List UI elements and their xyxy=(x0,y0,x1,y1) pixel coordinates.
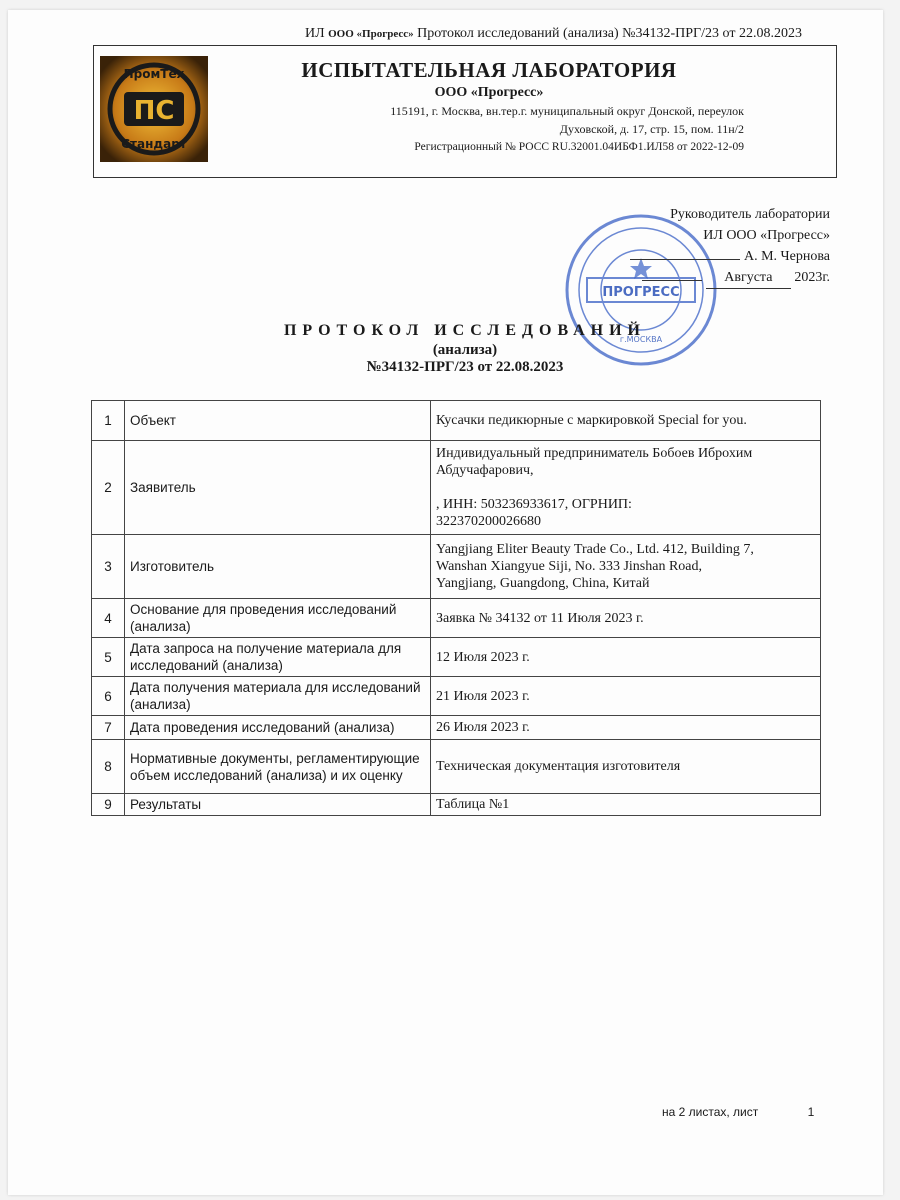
applicant-redacted xyxy=(436,479,815,496)
applicant-line2: Абдучафарович, xyxy=(436,463,534,478)
row-label: Заявитель xyxy=(125,441,431,535)
row-value xyxy=(431,441,821,535)
row-label: Дата запроса на получение материала для исследований (анализа) xyxy=(125,638,431,677)
row-label: Основание для проведения исследований (анализа) xyxy=(125,599,431,638)
header-prefix: ИЛ xyxy=(305,26,325,41)
row-number: 6 xyxy=(92,677,125,716)
manufacturer-line2: Wanshan Xiangyue Siji, No. 333 Jinshan Road, xyxy=(436,559,703,574)
protocol-title: ПРОТОКОЛ ИССЛЕДОВАНИЙ xyxy=(283,322,646,339)
row-value xyxy=(431,535,821,599)
row-number: 2 xyxy=(92,441,125,535)
approval-role: Руководитель лаборатории xyxy=(670,207,830,222)
header-date-prefix: от xyxy=(722,26,736,41)
day-blank xyxy=(642,280,702,281)
promtekh-logo-icon xyxy=(100,56,208,162)
row-value: Кусачки педикюрные с маркировкой Special for you. xyxy=(431,401,821,441)
stamp-city-text: г.МОСКВА xyxy=(619,335,663,344)
protocol-heading xyxy=(250,322,680,376)
approval-date-line xyxy=(590,267,830,289)
footer-sheets-text: на 2 листах, лист xyxy=(662,1105,759,1119)
row-value: Техническая документация изготовителя xyxy=(431,740,821,794)
row-value: 26 Июля 2023 г. xyxy=(431,716,821,740)
header-date: 22.08.2023 xyxy=(738,26,802,41)
running-header xyxy=(305,26,835,42)
row-number: 8 xyxy=(92,740,125,794)
row-label: Результаты xyxy=(125,794,431,816)
manufacturer-line3: Yangjiang, Guangdong, China, Китай xyxy=(436,576,650,591)
row-value: 12 Июля 2023 г. xyxy=(431,638,821,677)
lab-org: ООО «Прогресс» xyxy=(434,85,544,100)
header-number: №34132-ПРГ/23 xyxy=(622,26,720,41)
row-number: 9 xyxy=(92,794,125,816)
lab-header-box xyxy=(93,45,837,178)
footer-page-number: 1 xyxy=(807,1105,815,1119)
stamp-center-text: ПРОГРЕСС xyxy=(602,285,680,300)
lab-title: ИСПЫТАТЕЛЬНАЯ ЛАБОРАТОРИЯ xyxy=(301,58,677,82)
approval-year: 2023г. xyxy=(794,270,830,285)
approval-signature-line xyxy=(590,246,830,267)
protocol-info-table xyxy=(91,400,821,816)
applicant-line1: Индивидуальный предприниматель Бобоев Иброхим xyxy=(436,446,753,461)
protocol-subtitle: (анализа) xyxy=(432,342,498,358)
logo-bottom-text: Стандарт xyxy=(121,137,187,151)
approval-month: Августа xyxy=(706,267,791,289)
applicant-line3: , ИНН: 503236933617, ОГРНИП: xyxy=(436,497,632,512)
row-number: 7 xyxy=(92,716,125,740)
row-value: Таблица №1 xyxy=(431,794,821,816)
row-value: 21 Июля 2023 г. xyxy=(431,677,821,716)
header-doc-title: Протокол исследований (анализа) xyxy=(417,26,619,41)
table-row xyxy=(92,794,821,816)
table-row xyxy=(92,638,821,677)
row-label: Дата получения материала для исследований (анализа) xyxy=(125,677,431,716)
manufacturer-line1: Yangjiang Eliter Beauty Trade Co., Ltd. 412, Building 7, xyxy=(436,542,754,557)
logo-top-text: ПромТех xyxy=(123,67,185,81)
approval-block xyxy=(590,204,830,289)
table-row xyxy=(92,401,821,441)
table-row xyxy=(92,535,821,599)
approval-signatory: А. М. Чернова xyxy=(743,249,830,264)
table-row xyxy=(92,441,821,535)
page-footer xyxy=(662,1105,814,1119)
lab-address-line2: Духовской, д. 17, стр. 15, пом. 11н/2 xyxy=(559,122,744,136)
lab-address-line1: 115191, г. Москва, вн.тер.г. муниципальный округ Донской, переулок xyxy=(390,104,744,118)
lab-registration: Регистрационный № РОСС RU.32001.04ИБФ1.ИЛ58 от 2022-12-09 xyxy=(414,141,744,153)
protocol-number: №34132-ПРГ/23 от 22.08.2023 xyxy=(366,359,564,375)
row-label: Изготовитель xyxy=(125,535,431,599)
row-number: 3 xyxy=(92,535,125,599)
header-org: ООО «Прогресс» xyxy=(328,28,414,40)
row-label: Дата проведения исследований (анализа) xyxy=(125,716,431,740)
lab-details xyxy=(234,58,744,155)
approval-org: ИЛ ООО «Прогресс» xyxy=(703,228,830,243)
row-value: Заявка № 34132 от 11 Июля 2023 г. xyxy=(431,599,821,638)
table-row xyxy=(92,599,821,638)
applicant-line4: 322370200026680 xyxy=(436,514,541,529)
row-label: Нормативные документы, регламентирующие объем исследований (анализа) и их оценку xyxy=(125,740,431,794)
table-row xyxy=(92,716,821,740)
row-number: 5 xyxy=(92,638,125,677)
table-row xyxy=(92,740,821,794)
row-label: Объект xyxy=(125,401,431,441)
logo-mid-text: ПС xyxy=(133,96,175,126)
table-row xyxy=(92,677,821,716)
row-number: 4 xyxy=(92,599,125,638)
signature-blank xyxy=(630,259,740,260)
row-number: 1 xyxy=(92,401,125,441)
